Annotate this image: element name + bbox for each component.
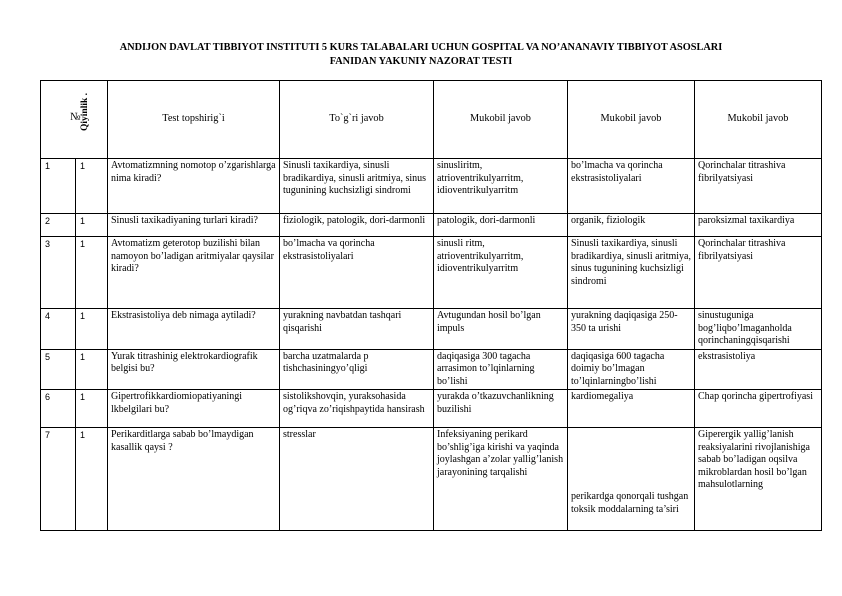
row-number: 4 (41, 309, 76, 350)
title-line-2: FANIDAN YAKUNIY NAZORAT TESTI (329, 56, 513, 67)
alternative-1-cell: patologik, dori-darmonli (434, 214, 568, 237)
alternative-2-cell: bo’lmacha va qorincha ekstrasistoliyalari (568, 159, 695, 214)
row-difficulty: 1 (76, 309, 108, 350)
row-number: 2 (41, 214, 76, 237)
correct-answer-cell: fiziologik, patologik, dori-darmonli (280, 214, 434, 237)
correct-answer-cell: stresslar (280, 428, 434, 531)
question-cell: Avtomatizmning nomotop o’zgarishlarga nima kiradi? (108, 159, 280, 214)
header-number: № (70, 111, 81, 123)
alternative-1-cell: yurakda o’tkazuvchanlikning buzilishi (434, 390, 568, 428)
table-row (41, 349, 822, 390)
row-difficulty: 1 (76, 159, 108, 214)
row-difficulty: 1 (76, 428, 108, 531)
row-number: 1 (41, 159, 76, 214)
correct-answer-cell: Sinusli taxikardiya, sinusli bradikardiya, sinusli aritmiya, sinus tugunining kuchsizligi sindromi (280, 159, 434, 214)
question-cell: Avtomatizm geterotop buzilishi bilan namoyon bo’ladigan aritmiyalar qaysilar kiradi? (108, 237, 280, 309)
correct-answer-cell: yurakning navbatdan tashqari qisqarishi (280, 309, 434, 350)
test-table (40, 80, 822, 531)
alternative-3-cell: Chap qorincha gipertrofiyasi (695, 390, 822, 428)
document-title (40, 41, 802, 69)
header-question: Test topshirig`i (108, 81, 280, 159)
question-cell: Ekstrasistoliya deb nimaga aytiladi? (108, 309, 280, 350)
question-cell: Perikarditlarga sabab bo’lmaydigan kasallik qaysi ? (108, 428, 280, 531)
question-cell: Sinusli taxikadiyaning turlari kiradi? (108, 214, 280, 237)
alternative-3-cell: ekstrasistoliya (695, 349, 822, 390)
question-cell: Yurak titrashinig elektrokardiografik belgisi bu? (108, 349, 280, 390)
alternative-2-cell: yurakning daqiqasiga 250-350 ta urishi (568, 309, 695, 350)
table-row (41, 390, 822, 428)
alternative-1-cell: Avtugundan hosil bo’lgan impuls (434, 309, 568, 350)
header-number-difficulty (41, 81, 108, 159)
row-number: 5 (41, 349, 76, 390)
row-number: 6 (41, 390, 76, 428)
row-difficulty: 1 (76, 349, 108, 390)
correct-answer-cell: barcha uzatmalarda p tishchasiningyo’qligi (280, 349, 434, 390)
alternative-1-cell: sinusliritm, atrioventrikulyarritm, idioventrikulyarritm (434, 159, 568, 214)
table-row (41, 159, 822, 214)
table-row (41, 237, 822, 309)
alternative-2-cell: daqiqasiga 600 tagacha doimiy bo’lmagan to’lqinlarningbo’lishi (568, 349, 695, 390)
alternative-2-cell: organik, fiziologik (568, 214, 695, 237)
row-difficulty: 1 (76, 214, 108, 237)
header-difficulty: Qiyinlik . (80, 92, 90, 131)
alternative-3-cell: Qorinchalar titrashiva fibrilyatsiyasi (695, 237, 822, 309)
header-alternative-3: Mukobil javob (695, 81, 822, 159)
alternative-1-cell: sinusli ritm, atrioventrikulyarritm, idioventrikulyarritm (434, 237, 568, 309)
header-row (41, 81, 822, 159)
row-number: 3 (41, 237, 76, 309)
alternative-2-cell: perikardga qonorqali tushgan toksik moddalarning ta’siri (568, 428, 695, 531)
alternative-2-cell: kardiomegaliya (568, 390, 695, 428)
alternative-1-cell: Infeksiyaning perikard bo’shlig’iga kirishi va yaqinda joylashgan a’zolar yallig’lanish jarayonining tarqalishi (434, 428, 568, 531)
table-row (41, 214, 822, 237)
alternative-3-cell: paroksizmal taxikardiya (695, 214, 822, 237)
alternative-3-cell: Qorinchalar titrashiva fibrilyatsiyasi (695, 159, 822, 214)
question-cell: Gipertrofikkardiomiopatiyaningi lkbelgilari bu? (108, 390, 280, 428)
table-row (41, 428, 822, 531)
table-row (41, 309, 822, 350)
correct-answer-cell: bo’lmacha va qorincha ekstrasistoliyalari (280, 237, 434, 309)
table-body (41, 159, 822, 531)
alternative-1-cell: daqiqasiga 300 tagacha arrasimon to’lqinlarning bo’lishi (434, 349, 568, 390)
title-line-1: ANDIJON DAVLAT TIBBIYOT INSTITUTI 5 KURS TALABALARI UCHUN GOSPITAL VA NO’ANANAVIY TIBBIYOT ASOSLARI (119, 42, 723, 53)
header-alternative-1: Mukobil javob (434, 81, 568, 159)
alternative-3-cell: sinustuguniga bog’liqbo’lmaganholda qorinchaningqisqarishi (695, 309, 822, 350)
row-difficulty: 1 (76, 390, 108, 428)
correct-answer-cell: sistolikshovqin, yuraksohasida og’riqva zo’riqishpaytida hansirash (280, 390, 434, 428)
row-number: 7 (41, 428, 76, 531)
row-difficulty: 1 (76, 237, 108, 309)
alternative-3-cell: Giperergik yallig’lanish reaksiyalarini rivojlanishiga sabab bo’ladigan oqsilva mikroblardan hosil bo’lgan mahsulotlarning (695, 428, 822, 531)
header-alternative-2: Mukobil javob (568, 81, 695, 159)
alternative-2-cell: Sinusli taxikardiya, sinusli bradikardiya, sinusli aritmiya, sinus tugunining kuchsizligi sindromi (568, 237, 695, 309)
header-correct-answer: To`g`ri javob (280, 81, 434, 159)
